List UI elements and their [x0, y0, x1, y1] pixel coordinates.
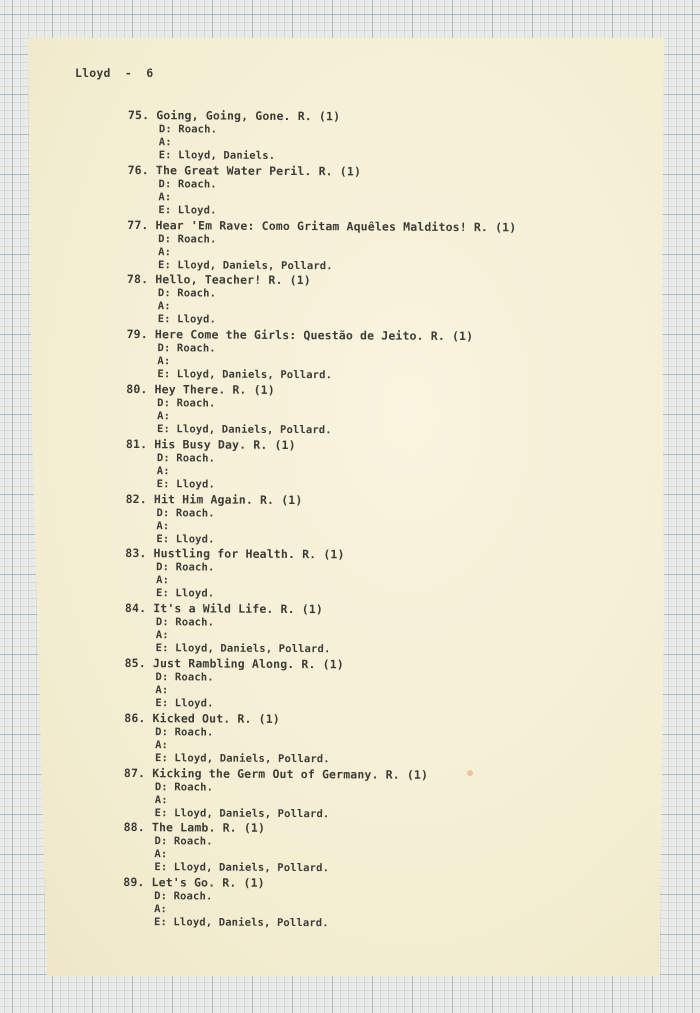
film-title: 81. His Busy Day. R. (1): [125, 436, 296, 452]
director-line: D: Roach.: [156, 561, 215, 574]
author-line: A:: [158, 136, 172, 149]
director-line: D: Roach.: [158, 123, 218, 136]
cast-line: E: Lloyd.: [158, 203, 217, 217]
cast-line: E: Lloyd.: [156, 532, 215, 546]
film-title: 85. Just Rambling Along. R. (1): [124, 655, 344, 672]
author-line: A:: [156, 464, 170, 478]
author-line: A:: [157, 410, 171, 423]
cast-line: E: Lloyd.: [155, 587, 215, 600]
director-line: D: Roach.: [155, 725, 214, 739]
film-entry: [126, 327, 626, 385]
director-line: D: Roach.: [156, 506, 215, 520]
film-title: 80. Hey There. R. (1): [126, 381, 275, 397]
page-header: Lloyd - 6: [75, 66, 154, 80]
director-line: D: Roach.: [157, 342, 216, 355]
author-line: A:: [155, 738, 169, 752]
author-line: A:: [157, 355, 171, 368]
cast-line: E: Lloyd, Daniels.: [158, 149, 276, 162]
director-line: D: Roach.: [158, 232, 217, 246]
cast-line: E: Lloyd, Daniels, Pollard.: [155, 642, 331, 656]
cast-line: E: Lloyd, Daniels, Pollard.: [153, 916, 329, 930]
film-title: 77. Hear 'Em Rave: Como Gritam Aquêles Malditos! R. (1): [127, 217, 517, 234]
author-line: A:: [155, 684, 169, 697]
film-entry: [123, 875, 623, 933]
film-title: 84. It's a Wild Life. R. (1): [124, 601, 324, 617]
film-title: 86. Kicked Out. R. (1): [124, 710, 280, 726]
film-entry: [126, 437, 626, 495]
cast-line: E: Lloyd, Daniels, Pollard.: [158, 258, 333, 272]
film-title: 89. Let's Go. R. (1): [123, 875, 265, 891]
film-title: 83. Hustling for Health. R. (1): [125, 546, 345, 562]
film-entry: [125, 546, 625, 604]
film-entry: [123, 820, 623, 878]
cast-line: E: Lloyd.: [156, 477, 215, 491]
director-line: D: Roach.: [154, 780, 214, 794]
film-entry: [124, 766, 624, 824]
cast-line: E: Lloyd.: [157, 313, 216, 326]
film-title: 76. The Great Water Peril. R. (1): [127, 162, 362, 179]
director-line: D: Roach.: [156, 451, 216, 465]
author-line: A:: [154, 848, 168, 861]
film-entry: [125, 492, 625, 550]
cast-line: E: Lloyd.: [155, 697, 214, 710]
author-line: A:: [154, 793, 168, 806]
film-title: 78. Hello, Teacher! R. (1): [126, 272, 311, 288]
film-title: 82. Hit Him Again. R. (1): [125, 491, 303, 507]
film-title: 88. The Lamb. R. (1): [123, 820, 266, 836]
film-entry: [124, 711, 624, 769]
author-line: A:: [156, 574, 170, 587]
cast-line: E: Lloyd, Daniels, Pollard.: [157, 423, 332, 437]
director-line: D: Roach.: [158, 177, 217, 191]
film-entry: [127, 272, 627, 330]
director-line: D: Roach.: [157, 287, 217, 300]
filmography-list: [123, 108, 628, 933]
author-line: A:: [156, 519, 170, 532]
director-line: D: Roach.: [154, 890, 213, 903]
film-title: 87. Kicking the Germ Out of Germany. R. (1): [123, 765, 429, 782]
film-entry: [126, 382, 626, 440]
cast-line: E: Lloyd, Daniels, Pollard.: [154, 861, 330, 875]
film-title: 79. Here Come the Girls: Questão de Jeito. R. (1): [126, 327, 474, 344]
director-line: D: Roach.: [157, 397, 216, 410]
cast-line: E: Lloyd, Daniels, Pollard.: [154, 806, 330, 820]
film-entry: [127, 218, 627, 276]
author-line: A:: [158, 245, 172, 258]
film-entry: [128, 108, 628, 166]
director-line: D: Roach.: [155, 616, 215, 629]
film-entry: [124, 656, 624, 714]
film-entry: [127, 163, 627, 221]
director-line: D: Roach.: [155, 671, 214, 684]
author-line: A:: [157, 300, 171, 313]
film-title: 75. Going, Going, Gone. R. (1): [127, 108, 341, 124]
author-line: A:: [155, 629, 169, 642]
author-line: A:: [158, 190, 172, 204]
director-line: D: Roach.: [154, 835, 213, 848]
film-entry: [125, 601, 625, 659]
cast-line: E: Lloyd, Daniels, Pollard.: [154, 751, 330, 766]
cast-line: E: Lloyd, Daniels, Pollard.: [157, 368, 333, 382]
author-line: A:: [154, 903, 168, 916]
